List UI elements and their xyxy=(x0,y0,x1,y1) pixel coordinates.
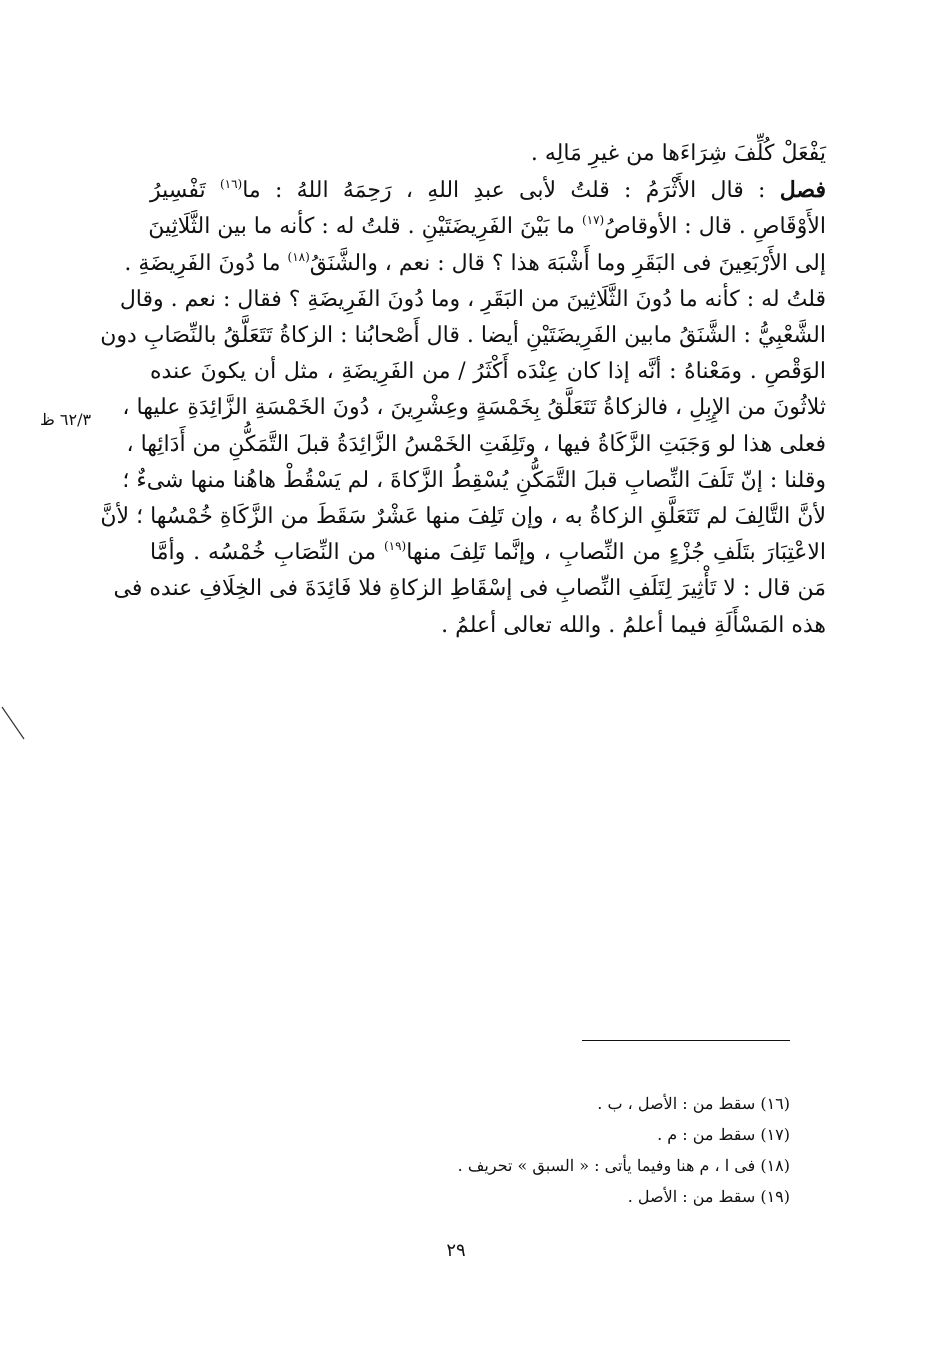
edge-stroke xyxy=(2,707,24,739)
text-line-11: لأنَّ التَّالِفَ لم تَتَعَلَّقِ الزكاةُ به ، وإن تَلِفَ منها عَشْرٌ سَقَطَ من الزَّكَاةِ خُمْسُها ؛ لأنَّ xyxy=(100,504,826,530)
text-line-3 xyxy=(150,209,826,245)
text-line-3-end: ما بَيْنَ الفَرِيضَتَيْنِ . قلتُ له : كأنه ما بين الثَّلَاثِينَ xyxy=(148,214,582,240)
text-line-5: قلتُ له : كأنه ما دُونَ الثَّلَاثِينَ من البَقَرِ ، وما دُونَ الفَرِيضَةِ ؟ فقال : نعم . وقال xyxy=(119,286,826,312)
fasl-heading: فصل xyxy=(779,177,826,204)
text-line-14: هذه المَسْأَلَةِ فيما أعلمُ . والله تعالى أعلمُ . xyxy=(441,612,826,638)
footnote-ref-16[interactable]: (١٦) xyxy=(219,177,243,192)
text-line-9: فعلى هذا لو وَجَبَتِ الزَّكَاةُ فيها ، وتَلِفَتِ الخَمْسُ الزَّائِدَةُ قبلَ التَّمَكُّنِ من أَدَائِها ، xyxy=(126,431,826,457)
footnotes xyxy=(300,1088,790,1212)
text-line-4-end: ما دُونَ الفَرِيضَةِ . xyxy=(124,250,288,276)
text-line-4 xyxy=(124,246,826,282)
text-line-8: ثلاثُونَ من الإِبِلِ ، فالزكاةُ تَتَعَلَّقُ بِخَمْسَةٍ وعِشْرِينَ ، دُونَ الخَمْسَةِ الزَّائِدَةِ عليها ، xyxy=(122,395,826,421)
text-line-13: مَن قال : لا تَأْثِيرَ لِتَلَفِ النِّصابِ فى إسْقَاطِ الزكاةِ فلا فَائِدَةَ فى الخِلَافِ عنده فى xyxy=(113,576,826,602)
text-line-4-start: إلى الأَرْبَعِينَ فى البَقَرِ وما أَشْبَهَ هذا ؟ قال : نعم ، والشَّنَقُ xyxy=(309,250,826,276)
footnote-17: (١٧) سقط من : م . xyxy=(657,1125,790,1144)
main-text xyxy=(100,136,826,644)
footnote-ref-19[interactable]: (١٩) xyxy=(383,539,407,554)
footnote-16: (١٦) سقط من : الأصل ، ب . xyxy=(597,1094,790,1113)
text-line-6: الشَّعْبِيُّ : الشَّنَقُ مابين الفَرِيضَتَيْنِ أيضا . قال أَصْحابُنا : الزكاةُ تَتَعَلَّقُ بالنِّصَابِ دون xyxy=(100,323,826,349)
footnote-ref-17[interactable]: (١٧) xyxy=(581,213,605,228)
text-line-2-end: تَفْسِيرُ xyxy=(150,178,220,204)
page-number: ٢٩ xyxy=(446,1240,466,1261)
margin-manuscript-ref: ٦٢/٣ ظ xyxy=(40,410,92,429)
text-line-1: يَفْعَلْ كُلِّفَ شِرَاءَها من غيرِ مَالِه . xyxy=(530,141,826,166)
footnote-separator xyxy=(582,1040,790,1041)
scan-edge-mark xyxy=(0,705,30,745)
text-line-10: وقلنا : إنّ تَلَفَ النِّصابِ قبلَ التَّمَكُّنِ يُسْقِطُ الزَّكاةَ ، لم يَسْقُطْ هاهُنا منها شىءٌ ؛ xyxy=(122,467,826,493)
text-line-12 xyxy=(150,535,826,571)
text-line-3-start: الأَوْقَاصِ . قال : الأوقاصُ xyxy=(604,214,826,240)
footnote-ref-18[interactable]: (١٨) xyxy=(287,249,310,264)
text-line-2-body: : قال الأَثْرَمُ : قلتُ لأبى عبدِ اللهِ ، رَحِمَهُ اللهُ : ما xyxy=(242,178,780,204)
footnote-18: (١٨) فى ا ، م هنا وفيما يأتى : « السبق » تحريف . xyxy=(457,1156,790,1175)
text-line-12-start: الاعْتِبَارَ بتَلَفِ جُزْءٍ من النِّصابِ ، وإنَّما تَلِفَ منها xyxy=(406,540,826,566)
text-line-2 xyxy=(150,172,826,209)
text-line-7: الوَقْصِ . ومَعْناهُ : أنَّه إذا كان عِنْدَه أَكْثَرُ / من الفَرِيضَةِ ، مثل أن يكونَ عنده xyxy=(150,359,826,385)
text-line-12-end: من النِّصَابِ خُمْسُه . وأمَّا xyxy=(150,540,384,566)
footnote-19: (١٩) سقط من : الأصل . xyxy=(627,1187,790,1206)
